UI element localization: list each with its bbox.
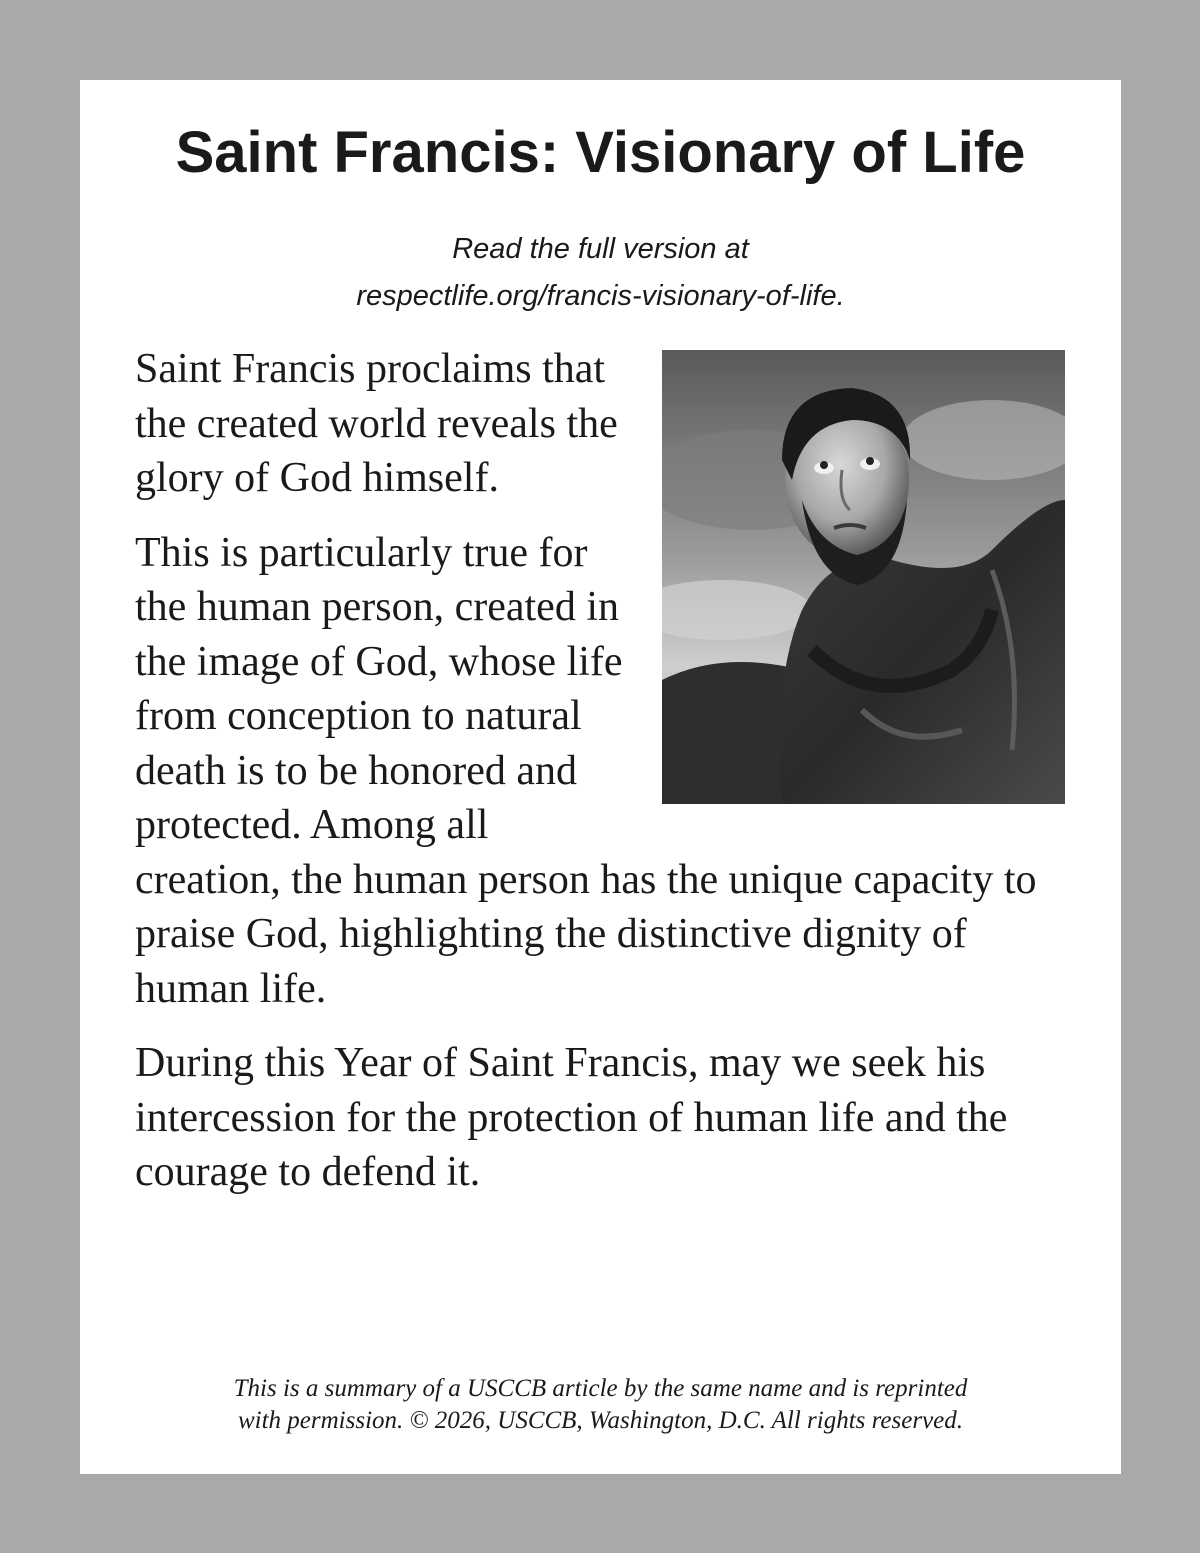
subtitle-link[interactable]: respectlife.org/francis-visionary-of-life. xyxy=(356,280,845,312)
subtitle xyxy=(80,226,1121,320)
paragraph-2: This is particularly true for the human person, created in the image of God, whose life from conception to natural death is to be honored and protected. Among all creation, the human person has the unique capacity to praise God, highlighting the distinctive dignity of human life. xyxy=(135,529,1037,1012)
copyright-notice xyxy=(80,1373,1121,1437)
prayer-card xyxy=(80,80,1121,1474)
subtitle-line-1: Read the full version at xyxy=(452,233,749,265)
copyright-line-1: This is a summary of a USCCB article by the same name and is reprinted xyxy=(233,1375,968,1402)
page-title: Saint Francis: Visionary of Life xyxy=(175,120,1026,185)
copyright-line-2: with permission. © 2026, USCCB, Washington, D.C. All rights reserved. xyxy=(237,1407,964,1434)
saint-francis-portrait xyxy=(662,350,1065,804)
body-text xyxy=(135,342,1055,1220)
paragraph-1: Saint Francis proclaims that the created world reveals the glory of God himself. xyxy=(135,346,618,501)
paragraph-3: During this Year of Saint Francis, may we seek his intercession for the protection of human life and the courage to defend it. xyxy=(135,1040,1008,1195)
